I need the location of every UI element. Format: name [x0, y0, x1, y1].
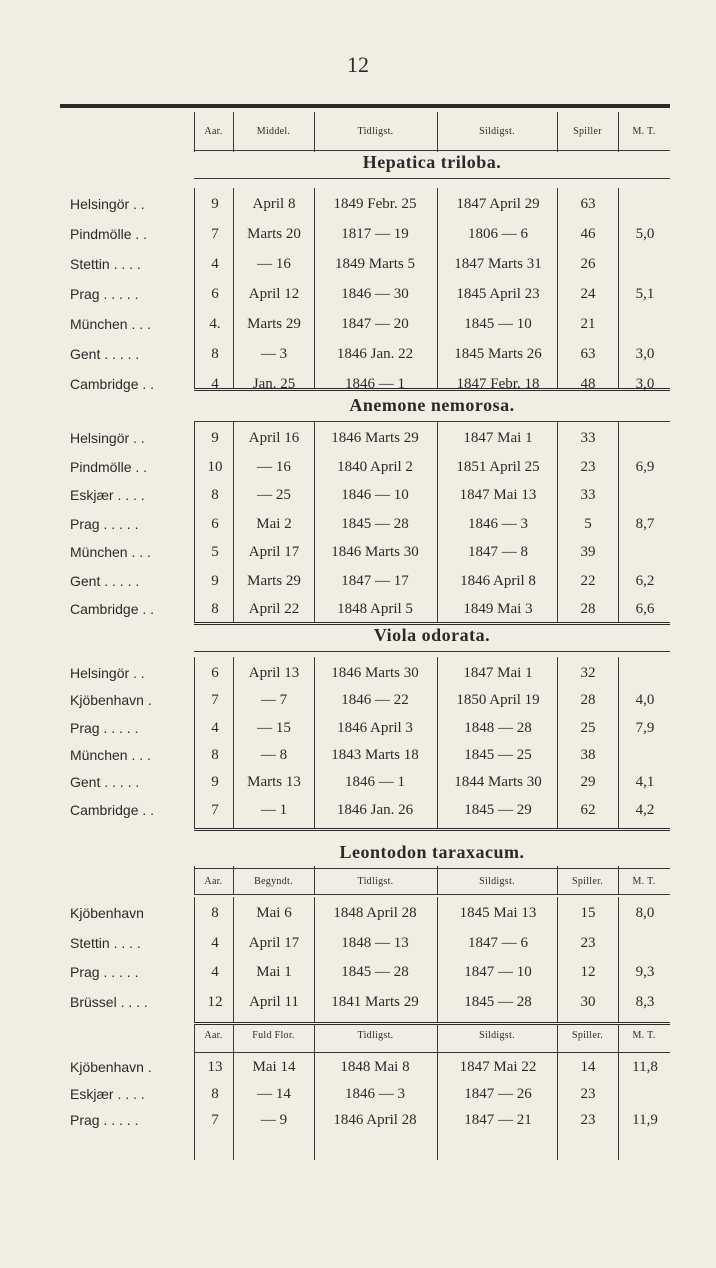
cell-tid: 1847 — 17 [341, 573, 409, 589]
column-rule [618, 897, 619, 1022]
cell-mid: — 14 [257, 1086, 291, 1102]
city-label: Eskjær . . . . [70, 487, 145, 503]
column-rule [557, 657, 558, 828]
cell-sid: 1806 — 6 [468, 226, 528, 242]
column-rule [314, 657, 315, 828]
column-rule [557, 897, 558, 1022]
city-label: Pindmölle . . [70, 226, 148, 242]
cell-aar: 4. [209, 316, 221, 332]
cell-aar: 8 [211, 601, 219, 617]
cell-tid: 1846 Marts 29 [331, 430, 419, 446]
row-rule [194, 828, 670, 831]
cell-tid: 1846 Marts 30 [331, 665, 419, 681]
cell-aar: 7 [211, 226, 219, 242]
column-header: Begyndt. [254, 876, 293, 887]
city-label: Helsingör . . [70, 196, 145, 212]
column-rule [437, 1051, 438, 1160]
cell-sid: 1850 April 19 [456, 692, 540, 708]
city-label: Helsingör . . [70, 665, 145, 681]
cell-sp: 28 [580, 601, 596, 617]
cell-sp: 25 [580, 720, 596, 736]
cell-mid: April 8 [252, 196, 296, 212]
cell-mid: April 11 [249, 994, 299, 1010]
cell-mid: Mai 1 [256, 964, 292, 980]
column-rule [437, 422, 438, 622]
cell-tid: 1846 Marts 30 [331, 544, 419, 560]
column-header: Fuld Flor. [252, 1030, 295, 1041]
cell-mt: 4,2 [635, 802, 655, 818]
cell-sp: 24 [580, 286, 596, 302]
section-title: Viola odorata. [373, 625, 491, 645]
city-label: Prag . . . . . [70, 964, 139, 980]
column-rule [618, 422, 619, 622]
cell-aar: 4 [211, 376, 219, 392]
cell-sp: 62 [580, 802, 596, 818]
cell-aar: 8 [211, 346, 219, 362]
cell-tid: 1845 — 28 [341, 516, 409, 532]
cell-aar: 9 [211, 430, 219, 446]
cell-mid: Marts 29 [247, 316, 301, 332]
column-header: Spiller. [571, 876, 603, 887]
cell-sid: 1846 — 3 [468, 516, 528, 532]
city-label: Prag . . . . . [70, 516, 139, 532]
cell-tid: 1846 — 22 [341, 692, 409, 708]
cell-sid: 1844 Marts 30 [454, 774, 542, 790]
cell-aar: 7 [211, 802, 219, 818]
cell-aar: 4 [211, 720, 219, 736]
cell-sid: 1845 Marts 26 [454, 346, 542, 362]
cell-aar: 12 [207, 994, 223, 1010]
cell-tid: 1846 April 3 [337, 720, 413, 736]
column-rule [194, 422, 195, 622]
cell-aar: 4 [211, 256, 219, 272]
column-header: Aar. [204, 1030, 223, 1041]
column-header: Aar. [204, 876, 223, 887]
cell-sid: 1845 Mai 13 [459, 905, 537, 921]
cell-mid: — 1 [260, 802, 288, 818]
city-label: München . . . [70, 747, 151, 763]
cell-sp: 32 [580, 665, 596, 681]
cell-tid: 1846 — 30 [341, 286, 409, 302]
column-rule [314, 1051, 315, 1160]
cell-mt: 3,0 [635, 346, 655, 362]
cell-sp: 28 [580, 692, 596, 708]
cell-sp: 21 [580, 316, 596, 332]
cell-mt: 6,6 [635, 601, 655, 617]
column-header: Sildigst. [479, 1030, 515, 1041]
cell-mt: 11,8 [632, 1059, 658, 1075]
cell-mid: Marts 13 [247, 774, 301, 790]
cell-sid: 1847 Mai 1 [463, 430, 533, 446]
column-header: Middel. [256, 126, 291, 137]
column-rule [618, 657, 619, 828]
cell-aar: 7 [211, 692, 219, 708]
cell-sp: 46 [580, 226, 596, 242]
cell-sp: 33 [580, 430, 596, 446]
cell-mt: 9,3 [635, 964, 655, 980]
page-number: 12 [347, 52, 369, 77]
cell-mid: Mai 14 [252, 1059, 296, 1075]
cell-mid: — 15 [257, 720, 291, 736]
cell-mid: April 22 [248, 601, 300, 617]
cell-sid: 1847 — 6 [468, 935, 528, 951]
cell-sid: 1847 — 26 [464, 1086, 532, 1102]
cell-aar: 4 [211, 964, 219, 980]
cell-mid: Mai 2 [256, 516, 292, 532]
column-header: Sildigst. [479, 876, 515, 887]
column-header: Tidligst. [357, 876, 394, 887]
cell-tid: 1846 — 3 [345, 1086, 405, 1102]
cell-aar: 8 [211, 1086, 219, 1102]
row-rule [194, 421, 670, 422]
city-label: Stettin . . . . [70, 935, 141, 951]
column-rule [557, 1051, 558, 1160]
cell-mid: Mai 6 [256, 905, 292, 921]
cell-mt: 11,9 [632, 1112, 658, 1128]
column-rule [194, 657, 195, 828]
cell-sp: 14 [580, 1059, 596, 1075]
cell-sid: 1847 Mai 1 [463, 665, 533, 681]
cell-tid: 1846 Jan. 22 [336, 346, 414, 362]
cell-tid: 1846 — 10 [341, 487, 409, 503]
cell-sid: 1847 April 29 [456, 196, 540, 212]
cell-mt: 3,0 [635, 376, 655, 392]
row-rule [194, 150, 670, 151]
cell-sid: 1849 Mai 3 [463, 601, 533, 617]
city-label: Stettin . . . . [70, 256, 141, 272]
city-label: München . . . [70, 316, 151, 332]
cell-mid: April 17 [248, 544, 300, 560]
cell-sid: 1847 Mai 22 [459, 1059, 537, 1075]
column-header: Tidligst. [357, 1030, 394, 1041]
cell-tid: 1846 Jan. 26 [336, 802, 414, 818]
cell-aar: 10 [207, 459, 223, 475]
cell-sid: 1847 Marts 31 [454, 256, 542, 272]
cell-aar: 7 [211, 1112, 219, 1128]
cell-tid: 1843 Marts 18 [331, 747, 419, 763]
cell-tid: 1849 Marts 5 [335, 256, 415, 272]
cell-tid: 1846 — 1 [345, 376, 405, 392]
cell-aar: 9 [211, 573, 219, 589]
cell-sid: 1845 — 25 [464, 747, 532, 763]
cell-aar: 8 [211, 747, 219, 763]
city-label: Cambridge . . [70, 376, 155, 392]
column-header: M. T. [632, 876, 656, 887]
cell-mt: 4,1 [635, 774, 655, 790]
cell-tid: 1849 Febr. 25 [333, 196, 417, 212]
cell-mt: 8,7 [635, 516, 655, 532]
column-rule [194, 188, 195, 388]
cell-aar: 4 [211, 935, 219, 951]
cell-sp: 15 [580, 905, 596, 921]
cell-mid: Jan. 25 [252, 376, 296, 392]
cell-mt: 6,2 [635, 573, 655, 589]
column-rule [557, 422, 558, 622]
cell-aar: 6 [211, 665, 219, 681]
section-title: Hepatica triloba. [362, 152, 502, 172]
city-label: Kjöbenhavn [70, 905, 144, 921]
city-label: Kjöbenhavn . [70, 692, 152, 708]
column-header: Spiller [573, 126, 602, 137]
cell-tid: 1847 — 20 [341, 316, 409, 332]
column-rule [557, 188, 558, 388]
cell-tid: 1846 April 28 [333, 1112, 417, 1128]
cell-mid: — 8 [260, 747, 288, 763]
column-header: Spiller. [571, 1030, 603, 1041]
cell-sid: 1847 Mai 13 [459, 487, 537, 503]
cell-sp: 23 [580, 935, 596, 951]
column-header: Tidligst. [357, 126, 394, 137]
cell-mid: — 16 [257, 256, 291, 272]
column-rule [618, 1051, 619, 1160]
cell-sp: 63 [580, 346, 596, 362]
cell-aar: 13 [207, 1059, 223, 1075]
cell-mt: 8,0 [635, 905, 655, 921]
column-rule [314, 422, 315, 622]
cell-sid: 1847 — 21 [464, 1112, 532, 1128]
cell-sid: 1846 April 8 [460, 573, 536, 589]
row-rule [194, 178, 670, 179]
cell-mt: 8,3 [635, 994, 655, 1010]
cell-aar: 9 [211, 196, 219, 212]
city-label: Prag . . . . . [70, 1112, 139, 1128]
column-header: Aar. [204, 126, 223, 137]
cell-sp: 23 [580, 459, 596, 475]
city-label: Pindmölle . . [70, 459, 148, 475]
cell-sp: 48 [580, 376, 596, 392]
row-rule [194, 1052, 670, 1053]
cell-mid: Marts 29 [247, 573, 301, 589]
section-title: Leontodon taraxacum. [339, 842, 525, 862]
column-rule [437, 657, 438, 828]
cell-sid: 1847 — 10 [464, 964, 532, 980]
city-label: München . . . [70, 544, 151, 560]
row-rule [194, 868, 670, 869]
cell-aar: 5 [211, 544, 219, 560]
cell-aar: 9 [211, 774, 219, 790]
city-label: Cambridge . . [70, 802, 155, 818]
cell-sp: 23 [580, 1112, 596, 1128]
section-title: Anemone nemorosa. [349, 395, 515, 415]
column-rule [314, 188, 315, 388]
cell-tid: 1848 April 5 [337, 601, 413, 617]
cell-mid: — 9 [260, 1112, 288, 1128]
column-header: Sildigst. [479, 126, 515, 137]
cell-mid: — 16 [257, 459, 291, 475]
city-label: Prag . . . . . [70, 286, 139, 302]
column-rule [194, 1051, 195, 1160]
cell-mid: April 13 [248, 665, 300, 681]
cell-mid: Marts 20 [247, 226, 301, 242]
top-rule [60, 104, 670, 108]
cell-sid: 1845 — 29 [464, 802, 532, 818]
cell-mid: — 3 [260, 346, 288, 362]
cell-mid: — 7 [260, 692, 288, 708]
cell-mid: — 25 [257, 487, 291, 503]
cell-aar: 8 [211, 487, 219, 503]
city-label: Eskjær . . . . [70, 1086, 145, 1102]
row-rule [194, 651, 670, 652]
city-label: Kjöbenhavn . [70, 1059, 152, 1075]
cell-mt: 6,9 [635, 459, 655, 475]
cell-tid: 1840 April 2 [337, 459, 413, 475]
cell-sid: 1847 Febr. 18 [456, 376, 540, 392]
cell-sp: 30 [580, 994, 596, 1010]
cell-sp: 38 [580, 747, 596, 763]
column-rule [437, 897, 438, 1022]
column-rule [314, 897, 315, 1022]
cell-mid: April 16 [248, 430, 300, 446]
cell-sp: 29 [580, 774, 596, 790]
cell-mid: April 12 [248, 286, 300, 302]
city-label: Gent . . . . . [70, 774, 140, 790]
column-rule [194, 897, 195, 1022]
column-header: M. T. [632, 126, 656, 137]
cell-sid: 1847 — 8 [468, 544, 528, 560]
column-rule [618, 188, 619, 388]
cell-sid: 1851 April 25 [456, 459, 540, 475]
cell-sid: 1845 — 28 [464, 994, 532, 1010]
city-label: Gent . . . . . [70, 573, 140, 589]
cell-tid: 1848 Mai 8 [340, 1059, 410, 1075]
row-rule [194, 894, 670, 895]
cell-sp: 33 [580, 487, 596, 503]
city-label: Helsingör . . [70, 430, 145, 446]
column-rule [437, 188, 438, 388]
city-label: Prag . . . . . [70, 720, 139, 736]
cell-sp: 23 [580, 1086, 596, 1102]
cell-mt: 4,0 [635, 692, 655, 708]
city-label: Cambridge . . [70, 601, 155, 617]
cell-sid: 1845 — 10 [464, 316, 532, 332]
cell-aar: 6 [211, 516, 219, 532]
cell-sid: 1845 April 23 [456, 286, 540, 302]
cell-tid: 1848 April 28 [333, 905, 417, 921]
column-header: M. T. [632, 1030, 656, 1041]
cell-sp: 26 [580, 256, 596, 272]
cell-tid: 1845 — 28 [341, 964, 409, 980]
cell-tid: 1817 — 19 [341, 226, 409, 242]
row-rule [194, 1022, 670, 1025]
cell-sp: 63 [580, 196, 596, 212]
cell-sp: 12 [580, 964, 596, 980]
cell-aar: 6 [211, 286, 219, 302]
cell-tid: 1841 Marts 29 [331, 994, 419, 1010]
cell-tid: 1846 — 1 [345, 774, 405, 790]
cell-sp: 39 [580, 544, 596, 560]
cell-mt: 7,9 [635, 720, 655, 736]
cell-sp: 5 [584, 516, 592, 532]
cell-aar: 8 [211, 905, 219, 921]
row-rule [194, 388, 670, 391]
cell-mt: 5,0 [635, 226, 655, 242]
cell-tid: 1848 — 13 [341, 935, 409, 951]
cell-sp: 22 [580, 573, 596, 589]
cell-sid: 1848 — 28 [464, 720, 532, 736]
cell-mid: April 17 [248, 935, 300, 951]
city-label: Gent . . . . . [70, 346, 140, 362]
city-label: Brüssel . . . . [70, 994, 148, 1010]
cell-mt: 5,1 [635, 286, 655, 302]
